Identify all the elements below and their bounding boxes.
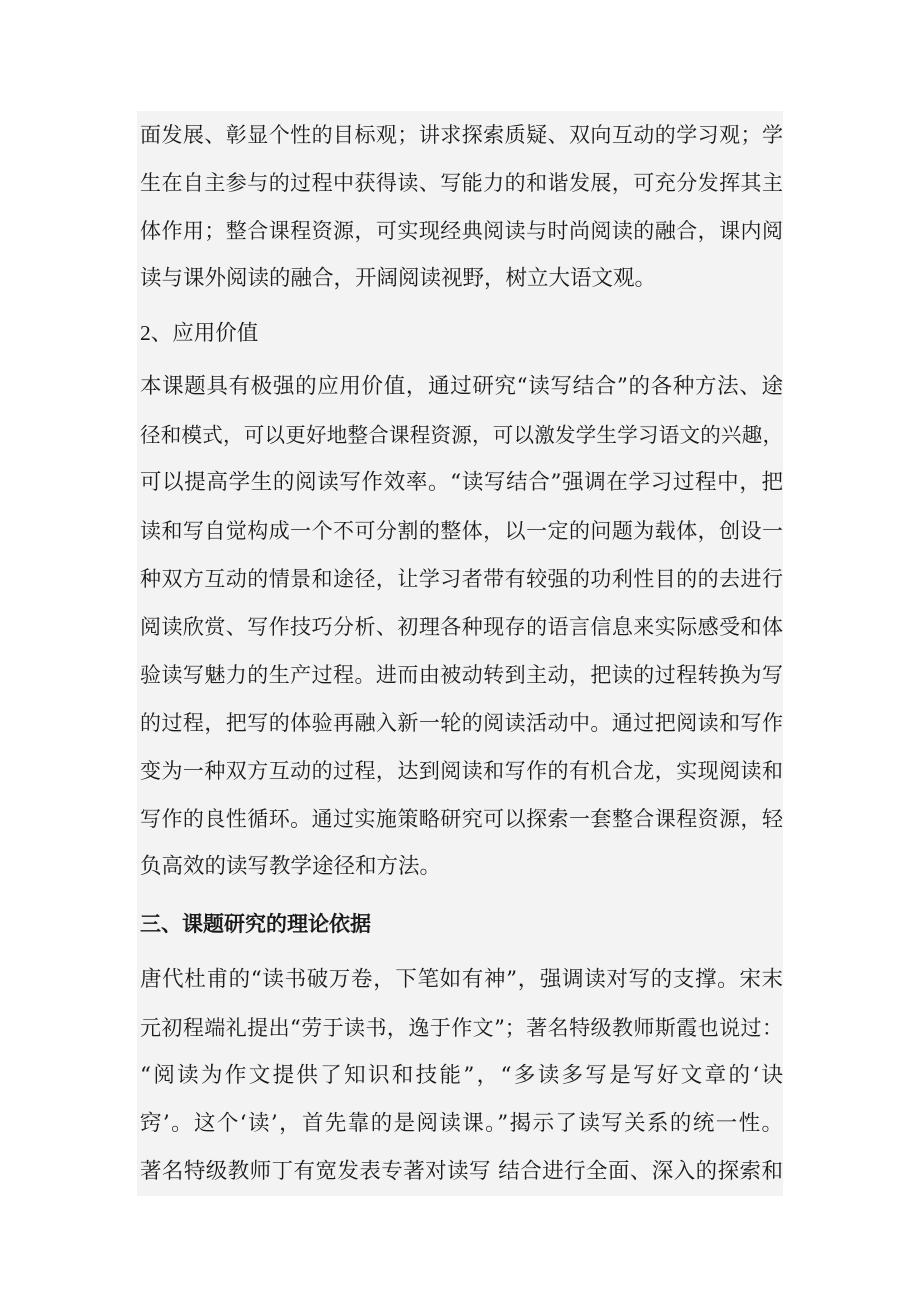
section-subheading: 2、应用价值 <box>140 321 259 345</box>
paragraph-line: 变为一种双方互动的过程，达到阅读和写作的有机合龙，实现阅读和 <box>140 759 783 783</box>
paragraph-line: 唐代杜甫的“读书破万卷，下笔如有神”，强调读对写的支撑。宋末 <box>140 967 783 992</box>
text-block <box>137 111 783 1196</box>
paragraph-line: “阅读为作文提供了知识和技能”，“多读多写是写好文章的‘诀 <box>140 1063 783 1088</box>
paragraph-line: 径和模式，可以更好地整合课程资源，可以激发学生学习语文的兴趣， <box>140 423 783 447</box>
paragraph-line: 面发展、彰显个性的目标观；讲求探索质疑、双向互动的学习观；学 <box>140 123 783 147</box>
paragraph-line: 生在自主参与的过程中获得读、写能力的和谐发展，可充分发挥其主 <box>140 171 783 195</box>
paragraph-line: 写作的良性循环。通过实施策略研究可以探索一套整合课程资源，轻 <box>140 807 783 831</box>
paragraph-line: 的过程，把写的体验再融入新一轮的阅读活动中。通过把阅读和写作 <box>140 711 783 735</box>
paragraph-line: 读与课外阅读的融合，开阔阅读视野，树立大语文观。 <box>140 266 657 291</box>
paragraph-line: 本课题具有极强的应用价值，通过研究“读写结合”的各种方法、途 <box>140 374 783 399</box>
paragraph-line: 元初程端礼提出“劳于读书，逸于作文”；著名特级教师斯霞也说过： <box>140 1016 783 1040</box>
paragraph-line: 种双方互动的情景和途径，让学习者带有较强的功利性目的的去进行 <box>140 567 783 591</box>
paragraph-line: 读和写自觉构成一个不可分割的整体，以一定的问题为载体，创设一 <box>140 519 783 543</box>
paragraph-line: 验读写魅力的生产过程。进而由被动转到主动，把读的过程转换为写 <box>140 663 783 687</box>
section-heading: 三、课题研究的理论依据 <box>140 912 371 936</box>
paragraph-line: 窍’。这个‘读’，首先靠的是阅读课。”揭示了读写关系的统一性。 <box>140 1111 783 1136</box>
paragraph-line: 著名特级教师丁有宽发表专著对读写 结合进行全面、深入的探索和 <box>140 1159 783 1184</box>
paragraph-line: 体作用；整合课程资源，可实现经典阅读与时尚阅读的融合，课内阅 <box>140 219 783 243</box>
paragraph-line: 负高效的读写教学途径和方法。 <box>140 854 442 879</box>
paragraph-line: 可以提高学生的阅读写作效率。“读写结合”强调在学习过程中，把 <box>140 470 783 495</box>
paragraph-line: 阅读欣赏、写作技巧分析、初理各种现存的语言信息来实际感受和体 <box>140 615 783 639</box>
